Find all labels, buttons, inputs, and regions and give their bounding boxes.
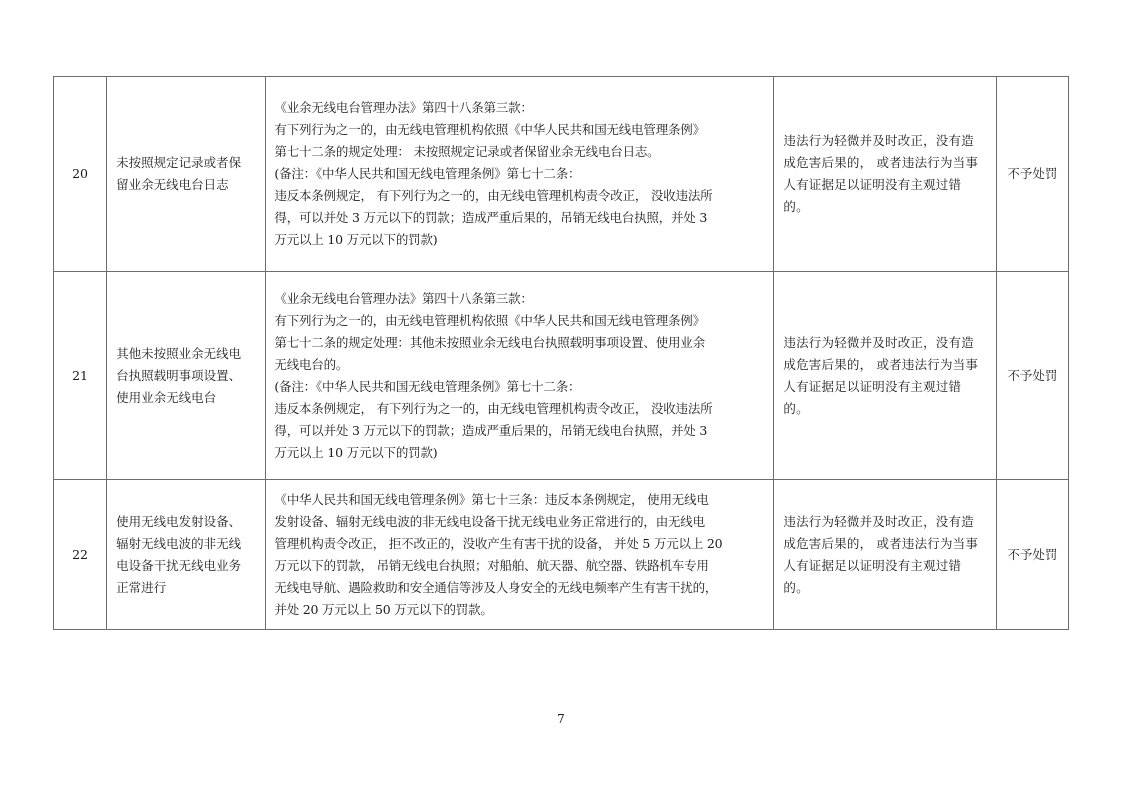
legal-basis-line: 万元以上 10 万元以下的罚款): [274, 232, 438, 247]
legal-basis-line: 第七十二条的规定处理： 未按照规定记录或者保留业余无线电台日志。: [274, 144, 660, 159]
violation-item-line: 使用业余无线电台: [116, 389, 217, 405]
legal-basis-line: 万元以下的罚款， 吊销无线电台执照；对船舶、航天器、航空器、铁路机车专用: [274, 557, 709, 573]
table-row: [54, 77, 1069, 272]
legal-basis-line: 有下列行为之一的，由无线电管理机构依照《中华人民共和国无线电管理条例》: [274, 122, 705, 137]
legal-basis-line: 《业余无线电台管理办法》第四十八条第三款：: [274, 100, 533, 115]
condition-line: 人有证据足以证明没有主观过错: [783, 557, 962, 573]
legal-basis-line: 第七十二条的规定处理：其他未按照业余无线电台执照载明事项设置、使用业余: [274, 334, 705, 350]
exemption-condition: [774, 77, 996, 272]
condition-line: 违法行为轻微并及时改正，没有造: [783, 513, 974, 529]
row-number: 22: [54, 480, 107, 630]
condition-line: 人有证据足以证明没有主观过错: [783, 378, 962, 394]
legal-basis-line: 违反本条例规定， 有下列行为之一的，由无线电管理机构责令改正， 没收违法所: [274, 400, 713, 416]
condition-line: 的。: [783, 579, 809, 595]
violation-item-line: 未按照规定记录或者保: [116, 155, 242, 170]
legal-basis-line: 有下列行为之一的，由无线电管理机构依照《中华人民共和国无线电管理条例》: [274, 312, 705, 328]
row-number: 20: [54, 77, 107, 272]
penalty-result: 不予处罚: [996, 480, 1068, 630]
violation-item-line: 台执照载明事项设置、: [116, 367, 242, 383]
violation-item: [107, 77, 266, 272]
legal-basis-line: 万元以上 10 万元以下的罚款): [274, 444, 438, 460]
legal-basis-line: 无线电导航、遇险救助和安全通信等涉及人身安全的无线电频率产生有害干扰的，: [274, 579, 718, 595]
condition-line: 违法行为轻微并及时改正，没有造: [783, 334, 974, 350]
legal-basis: [266, 272, 774, 480]
condition-line: 违法行为轻微并及时改正，没有造: [783, 133, 974, 148]
condition-line: 成危害后果的， 或者违法行为当事: [783, 155, 979, 170]
table-row: [54, 272, 1069, 480]
violation-item-line: 其他未按照业余无线电: [116, 345, 242, 361]
page-number: 7: [557, 712, 565, 726]
legal-basis-line: 得，可以并处 3 万元以下的罚款；造成严重后果的，吊销无线电台执照，并处 3: [274, 210, 708, 225]
condition-line: 成危害后果的， 或者违法行为当事: [783, 356, 979, 372]
condition-line: 人有证据足以证明没有主观过错: [783, 177, 962, 192]
legal-basis-line: 违反本条例规定， 有下列行为之一的，由无线电管理机构责令改正， 没收违法所: [274, 188, 713, 203]
penalty-exemption-table: [53, 76, 1069, 630]
table-row: [54, 480, 1069, 630]
violation-item-line: 正常进行: [116, 579, 167, 595]
violation-item-line: 留业余无线电台日志: [116, 177, 229, 192]
exemption-condition: [774, 480, 996, 630]
legal-basis-line: (备注：《中华人民共和国无线电管理条例》第七十二条：: [274, 378, 581, 394]
condition-line: 的。: [783, 400, 809, 416]
legal-basis-line: (备注：《中华人民共和国无线电管理条例》第七十二条：: [274, 166, 581, 181]
legal-basis-line: 《中华人民共和国无线电管理条例》第七十三条：违反本条例规定， 使用无线电: [274, 491, 709, 507]
violation-item-line: 使用无线电发射设备、: [116, 513, 242, 529]
condition-line: 的。: [783, 199, 809, 214]
exemption-condition: [774, 272, 996, 480]
legal-basis-line: 得，可以并处 3 万元以下的罚款；造成严重后果的，吊销无线电台执照，并处 3: [274, 422, 708, 438]
legal-basis-line: 发射设备、辐射无线电波的非无线电设备干扰无线电业务正常进行的，由无线电: [274, 513, 705, 529]
violation-item-line: 电设备干扰无线电业务: [116, 557, 242, 573]
violation-item-line: 辐射无线电波的非无线: [116, 535, 242, 551]
legal-basis-line: 无线电台的。: [274, 356, 349, 372]
legal-basis-line: 并处 20 万元以上 50 万元以下的罚款。: [274, 601, 493, 617]
penalty-result: 不予处罚: [996, 77, 1068, 272]
legal-basis: [266, 77, 774, 272]
violation-item: [107, 272, 266, 480]
row-number: 21: [54, 272, 107, 480]
condition-line: 成危害后果的， 或者违法行为当事: [783, 535, 979, 551]
legal-basis-line: 《业余无线电台管理办法》第四十八条第三款：: [274, 290, 533, 306]
violation-item: [107, 480, 266, 630]
legal-basis-line: 管理机构责令改正， 拒不改正的，没收产生有害干扰的设备， 并处 5 万元以上 20: [274, 535, 723, 551]
penalty-result: 不予处罚: [996, 272, 1068, 480]
legal-basis: [266, 480, 774, 630]
